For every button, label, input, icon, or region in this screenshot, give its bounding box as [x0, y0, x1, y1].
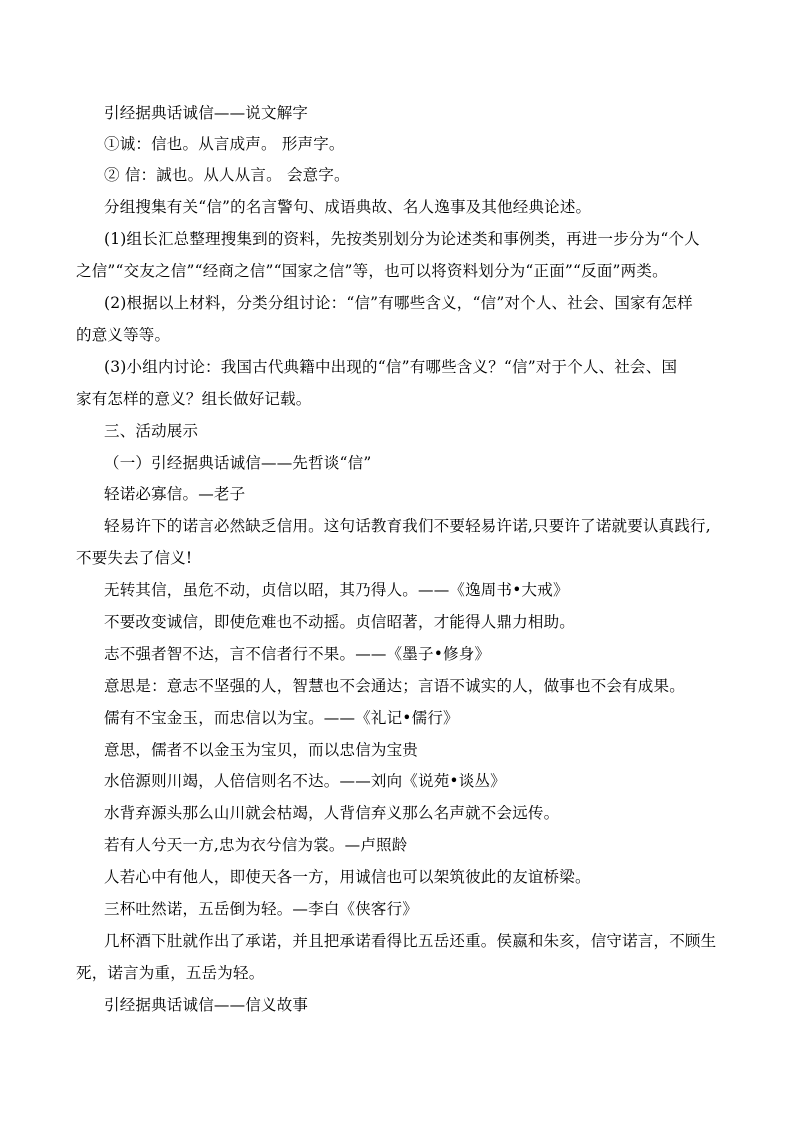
- explanation-line: 水背弃源头那么山川就会枯竭，人背信弃义那么名声就不会远传。: [104, 804, 560, 822]
- text-line: ② 信：誠也。从人从言。 会意字。: [104, 166, 350, 184]
- text-line: 的意义等等。: [76, 326, 171, 344]
- explanation-line: 意思，儒者不以金玉为宝贝，而以忠信为宝贵: [104, 741, 419, 759]
- explanation-line: 死，诺言为重，五岳为轻。: [76, 964, 265, 982]
- explanation-line: 人若心中有他人，即使天各一方，用诚信也可以架筑彼此的友谊桥梁。: [104, 868, 591, 886]
- quote-line: 儒有不宝金玉，而忠信以为宝。——《礼记•儒行》: [104, 709, 459, 727]
- explanation-line: 意思是：意志不坚强的人，智慧也不会通达；言语不诚实的人，做事也不会有成果。: [104, 677, 685, 695]
- text-line: (2)根据以上材料，分类分组讨论：“信”有哪些含义，“信”对个人、社会、国家有怎样: [104, 294, 693, 312]
- quote-line: 三杯吐然诺，五岳倒为轻。—李白《侠客行》: [104, 900, 419, 918]
- quote-line: 志不强者智不达，言不信者行不果。——《墨子•修身》: [104, 645, 491, 663]
- text-line: 家有怎样的意义？组长做好记载。: [76, 390, 312, 408]
- section-heading-stories: 引经据典话诚信——信义故事: [104, 996, 309, 1014]
- quote-line: 轻诺必寡信。—老子: [104, 485, 246, 503]
- text-line: 之信”“交友之信”“经商之信”“国家之信”等，也可以将资料划分为“正面”“反面”两类。: [76, 262, 668, 280]
- explanation-line: 几杯酒下肚就作出了承诺，并且把承诺看得比五岳还重。侯嬴和朱亥，信守诺言，不顾生: [104, 932, 717, 950]
- quote-line: 若有人兮天一方,忠为衣兮信为裳。—卢照龄: [104, 836, 408, 854]
- text-line: 分组搜集有关“信”的名言警句、成语典故、名人逸事及其他经典论述。: [104, 198, 592, 216]
- explanation-line: 轻易许下的诺言必然缺乏信用。这句话教育我们不要轻易许诺,只要许了诺就要认真践行,: [104, 517, 711, 535]
- quote-line: 水倍源则川竭，人倍信则名不达。——刘向《说苑•谈丛》: [104, 772, 506, 790]
- quote-line: 无转其信，虽危不动，贞信以昭，其乃得人。——《逸周书•大戒》: [104, 581, 569, 599]
- explanation-line: 不要失去了信义!: [76, 549, 193, 567]
- text-line: (1)组长汇总整理搜集到的资料，先按类别划分为论述类和事例类，再进一步分为“个人: [104, 230, 700, 248]
- section-heading-activity: 三、活动展示: [104, 422, 199, 440]
- text-line: (3)小组内讨论：我国古代典籍中出现的“信”有哪些含义？“信”对于个人、社会、国: [104, 358, 678, 376]
- explanation-line: 不要改变诚信，即使危难也不动摇。贞信昭著，才能得人鼎力相助。: [104, 613, 576, 631]
- section-heading-shuowen: 引经据典话诚信——说文解字: [104, 104, 309, 122]
- subsection-heading: （一）引经据典话诚信——先哲谈“信”: [104, 454, 372, 472]
- text-line: ①诚：信也。从言成声。 形声字。: [104, 135, 345, 153]
